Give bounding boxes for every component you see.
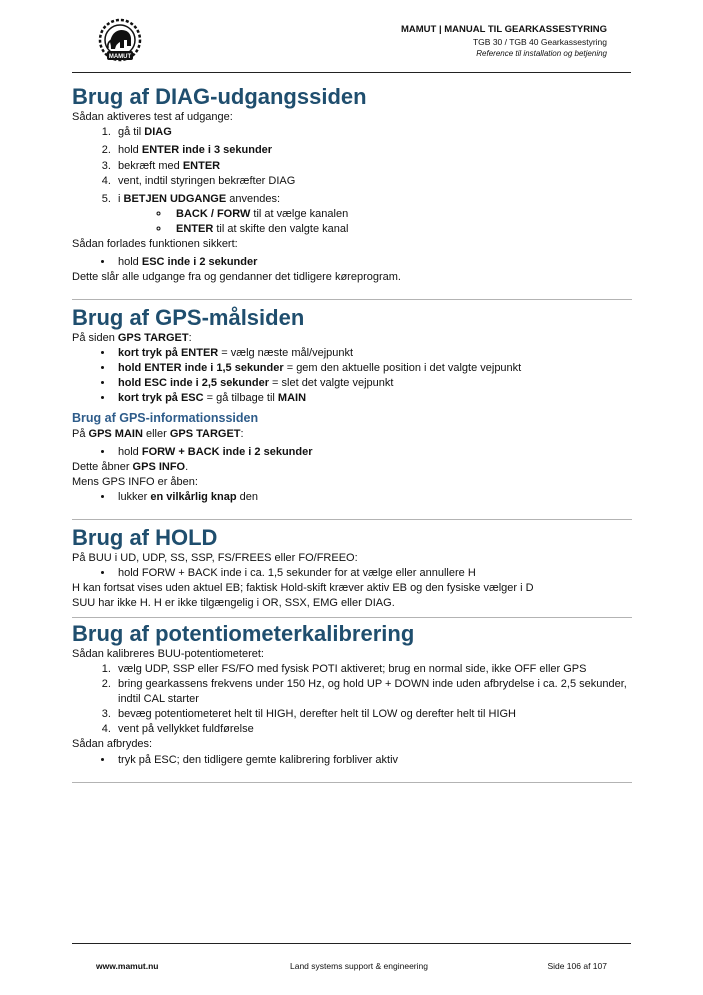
list-item: • hold ESC inde i 2 sekunder <box>114 255 632 270</box>
list-item: 4. vent, indtil styringen bekræfter DIAG <box>114 174 632 189</box>
section-title: Brug af GPS-målsiden <box>72 305 305 330</box>
numbered-list <box>72 125 632 237</box>
section-divider <box>72 782 632 783</box>
section-title: Brug af DIAG-udgangssiden <box>72 84 367 109</box>
list-item: • lukker en vilkårlig knap den <box>114 490 632 505</box>
header-rule <box>72 72 631 73</box>
paragraph: Sådan forlades funktionen sikkert: <box>72 238 238 250</box>
paragraph: Dette åbner GPS INFO. <box>72 461 189 473</box>
numbered-list <box>72 662 632 737</box>
paragraph: På BUU i UD, UDP, SS, SSP, FS/FREES eller FO/FREEO: <box>72 552 358 564</box>
paragraph: Sådan afbrydes: <box>72 738 153 750</box>
paragraph: Sådan kalibreres BUU-potentiometeret: <box>72 648 264 660</box>
footer-page-number: Side 106 af 107 <box>547 961 607 971</box>
bullet-list <box>72 753 632 768</box>
section-potentiometer <box>72 618 632 768</box>
svg-text:MAMUT: MAMUT <box>108 54 132 60</box>
paragraph: H kan fortsat vises uden aktuel EB; faktisk Hold-skift kræver aktiv EB og den fysiske vælger i D <box>72 582 534 594</box>
mamut-logo <box>96 18 144 64</box>
list-item: 4. vent på vellykket fuldførelse <box>114 722 632 737</box>
list-item: • hold FORW + BACK inde i ca. 1,5 sekunder for at vælge eller annullere H <box>114 566 632 581</box>
bullet-list <box>72 490 632 505</box>
sub-list-item: ◦ BACK / FORW til at vælge kanalen <box>170 207 632 222</box>
sub-list-item: ◦ ENTER til at skifte den valgte kanal <box>170 222 632 237</box>
paragraph: Dette slår alle udgange fra og gendanner det tidligere køreprogram. <box>72 271 401 283</box>
list-item: • kort tryk på ESC = gå tilbage til MAIN <box>114 391 632 406</box>
footer-website[interactable]: www.mamut.nu <box>96 961 159 971</box>
list-item: • tryk på ESC; den tidligere gemte kalibrering forbliver aktiv <box>114 753 632 768</box>
list-item: 1. vælg UDP, SSP eller FS/FO med fysisk POTI aktiveret; brug en normal side, ikke OFF eller GPS <box>114 662 632 677</box>
subsection-title: Brug af GPS-informationssiden <box>72 411 259 425</box>
bullet-list <box>72 346 632 406</box>
footer-tagline: Land systems support & engineering <box>290 961 428 971</box>
page-content <box>72 74 632 783</box>
paragraph: På siden GPS TARGET: <box>72 332 192 344</box>
section-title: Brug af potentiometerkalibrering <box>72 621 415 646</box>
paragraph: SUU har ikke H. H er ikke tilgængelig i OR, SSX, EMG eller DIAG. <box>72 597 395 609</box>
sub-list <box>118 207 632 237</box>
list-item: • hold ENTER inde i 1,5 sekunder = gem den aktuelle position i det valgte vejpunkt <box>114 361 632 376</box>
list-item: • kort tryk på ENTER = vælg næste mål/vejpunkt <box>114 346 632 361</box>
page-header <box>401 24 607 60</box>
section-hold <box>72 520 632 611</box>
header-note: Reference til installation og betjening <box>476 49 607 58</box>
list-item: 2. bring gearkassens frekvens under 150 Hz, og hold UP + DOWN inde uden afbrydelse i ca. 2,5 sekunder, indtil CAL starter <box>114 677 632 707</box>
list-item: • hold FORW + BACK inde i 2 sekunder <box>114 445 632 460</box>
section-gps <box>72 300 632 505</box>
list-item: • hold ESC inde i 2,5 sekunder = slet det valgte vejpunkt <box>114 376 632 391</box>
paragraph: Mens GPS INFO er åben: <box>72 476 198 488</box>
list-item: 2. hold ENTER inde i 3 sekunder <box>114 143 632 158</box>
list-item: 5. i BETJEN UDGANGE anvendes: ◦ BACK / FORW til at vælge kanalen ◦ ENTER til at skifte den valgte kanal <box>114 192 632 237</box>
section-diag <box>72 74 632 285</box>
list-item: 1. gå til DIAG <box>114 125 632 140</box>
bullet-list <box>72 255 632 270</box>
footer-rule <box>72 943 631 944</box>
paragraph: På GPS MAIN eller GPS TARGET: <box>72 428 244 440</box>
header-subtitle: TGB 30 / TGB 40 Gearkassestyring <box>472 37 607 47</box>
paragraph: Sådan aktiveres test af udgange: <box>72 111 233 123</box>
list-item: 3. bevæg potentiometeret helt til HIGH, derefter helt til LOW og derefter helt til HIGH <box>114 707 632 722</box>
bullet-list <box>72 445 632 460</box>
list-item: 3. bekræft med ENTER <box>114 159 632 174</box>
bullet-list <box>72 566 632 581</box>
header-title: MAMUT | MANUAL TIL GEARKASSESTYRING <box>400 24 607 35</box>
section-title: Brug af HOLD <box>72 525 218 550</box>
